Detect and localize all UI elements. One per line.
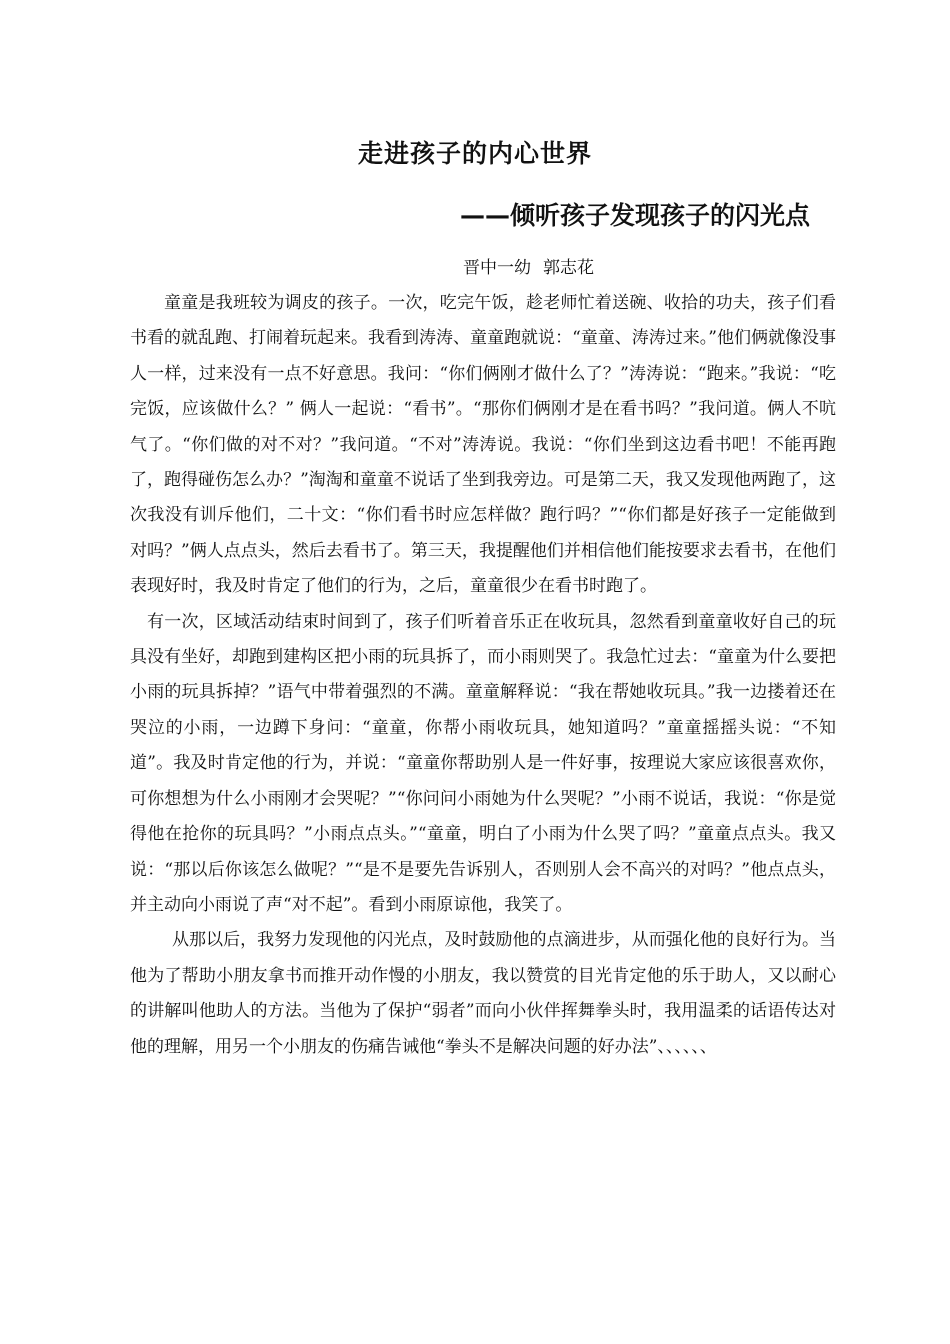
body-paragraph: 有一次，区域活动结束时间到了，孩子们听着音乐正在收玩具，忽然看到童童收好自己的玩具没有坐好，却跑到建构区把小雨的玩具拆了，而小雨则哭了。我急忙过去：“童童为什么要把小雨的玩具拆掉？”语气中带着强烈的不满。童童解释说：“我在帮她收玩具。”我一边搂着还在哭泣的小雨，一边蹲下身问：“童童，你帮小雨收玩具，她知道吗？”童童摇摇头说：“不知道”。我及时肯定他的行为，并说：“童童你帮助别人是一件好事，按理说大家应该很喜欢你，可你想想为什么小雨刚才会哭呢？”“你问问小雨她为什么哭呢？”小雨不说话，我说：“你是觉得他在抢你的玩具吗？”小雨点点头。”“童童，明白了小雨为什么哭了吗？”童童点点头。我又说：“那以后你该怎么做呢？”“是不是要先告诉别人，否则别人会不高兴的对吗？”他点点头，并主动向小雨说了声“对不起”。看到小雨原谅他，我笑了。 xyxy=(130,611,836,915)
document-subtitle: ——倾听孩子发现孩子的闪光点 xyxy=(460,201,811,230)
body-paragraph: 从那以后，我努力发现他的闪光点，及时鼓励他的点滴进步，从而强化他的良好行为。当他为了帮助小朋友拿书而推开动作慢的小朋友，我以赞赏的目光肯定他的乐于助人，又以耐心的讲解叫他助人的方法。当他为了保护“弱者”而向小伙伴挥舞拳头时，我用温柔的话语传达对他的理解，用另一个小朋友的伤痛告诫他“拳头不是解决问题的好办法”、、、、、、 xyxy=(130,930,836,1057)
document-body xyxy=(130,286,836,1065)
document-title: 走进孩子的内心世界 xyxy=(357,139,592,168)
author-line xyxy=(463,253,594,278)
author-school: 晋中一幼 xyxy=(463,258,531,278)
author-name: 郭志花 xyxy=(543,258,594,278)
body-paragraph: 童童是我班较为调皮的孩子。一次，吃完午饭，趁老师忙着送碗、收拾的功夫，孩子们看书看的就乱跑、打闹着玩起来。我看到涛涛、童童跑就说：“童童、涛涛过来。”他们俩就像没事人一样，过来没有一点不好意思。我问：“你们俩刚才做什么了？”涛涛说：“跑来。”我说：“吃完饭，应该做什么？” 俩人一起说：“看书”。“那你们俩刚才是在看书吗？”我问道。俩人不吭气了。“你们做的对不对？”我问道。“不对”涛涛说。我说：“你们坐到这边看书吧！不能再跑了，跑得碰伤怎么办？”淘淘和童童不说话了坐到我旁边。可是第二天，我又发现他两跑了，这次我没有训斥他们，二十文：“你们看书时应怎样做？跑行吗？”“你们都是好孩子一定能做到对吗？”俩人点点头，然后去看书了。第三天，我提醒他们并相信他们能按要求去看书，在他们表现好时，我及时肯定了他们的行为，之后，童童很少在看书时跑了。 xyxy=(130,293,836,597)
